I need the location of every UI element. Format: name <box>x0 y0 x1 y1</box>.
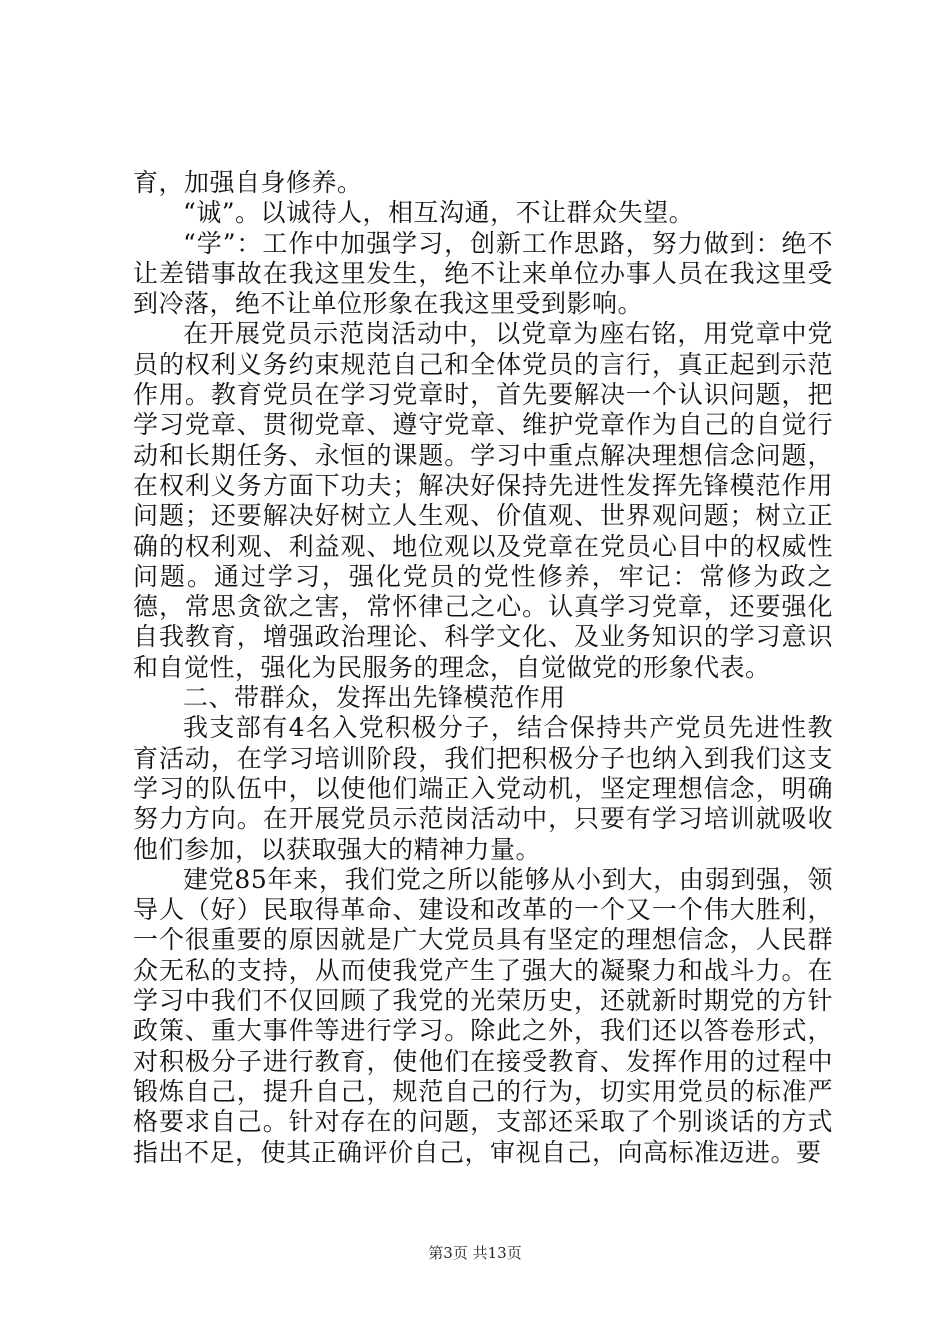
paragraph-5: 我支部有4名入党积极分子，结合保持共产党员先进性教育活动，在学习培训阶段，我们把积极分子也纳入到我们这支学习的队伍中，以使他们端正入党动机，坚定理想信念，明确努力方向。在开展党员示范岗活动中，只要有学习培训就吸收他们参加，以获取强大的精神力量。 <box>133 713 833 864</box>
paragraph-4: 在开展党员示范岗活动中，以党章为座右铭，用党章中党员的权利义务约束规范自己和全体党员的言行，真正起到示范作用。教育党员在学习党章时，首先要解决一个认识问题，把学习党章、贯彻党章、遵守党章、维护党章作为自己的自觉行动和长期任务、永恒的课题。学习中重点解决理想信念问题，在权利义务方面下功夫；解决好保持先进性发挥先锋模范作用问题；还要解决好树立人生观、价值观、世界观问题；树立正确的权利观、利益观、地位观以及党章在党员心目中的权威性问题。通过学习，强化党员的党性修养，牢记：常修为政之德，常思贪欲之害，常怀律己之心。认真学习党章，还要强化自我教育，增强政治理论、科学文化、及业务知识的学习意识和自觉性，强化为民服务的理念，自觉做党的形象代表。 <box>133 319 833 682</box>
paragraph-6: 建党85年来，我们党之所以能够从小到大，由弱到强，领导人（好）民取得革命、建设和改革的一个又一个伟大胜利，一个很重要的原因就是广大党员具有坚定的理想信念，人民群众无私的支持，从而使我党产生了强大的凝聚力和战斗力。在学习中我们不仅回顾了我党的光荣历史，还就新时期党的方针政策、重大事件等进行学习。除此之外，我们还以答卷形式，对积极分子进行教育，使他们在接受教育、发挥作用的过程中锻炼自己，提升自己，规范自己的行为，切实用党员的标准严格要求自己。针对存在的问题，支部还采取了个别谈话的方式指出不足，使其正确评价自己，审视自己，向高标准迈进。要 <box>133 864 833 1167</box>
paragraph-1: 育，加强自身修养。 <box>133 168 363 197</box>
document-body <box>133 168 833 1168</box>
page-number-footer: 第3页 共13页 <box>428 1244 522 1262</box>
section-heading: 二、带群众，发挥出先锋模范作用 <box>183 683 566 713</box>
paragraph-3: “学”：工作中加强学习，创新工作思路，努力做到：绝不让差错事故在我这里发生，绝不让来单位办事人员在我这里受到冷落，绝不让单位形象在我这里受到影响。 <box>133 228 833 319</box>
paragraph-2: “诚”。以诚待人，相互沟通，不让群众失望。 <box>183 198 695 228</box>
